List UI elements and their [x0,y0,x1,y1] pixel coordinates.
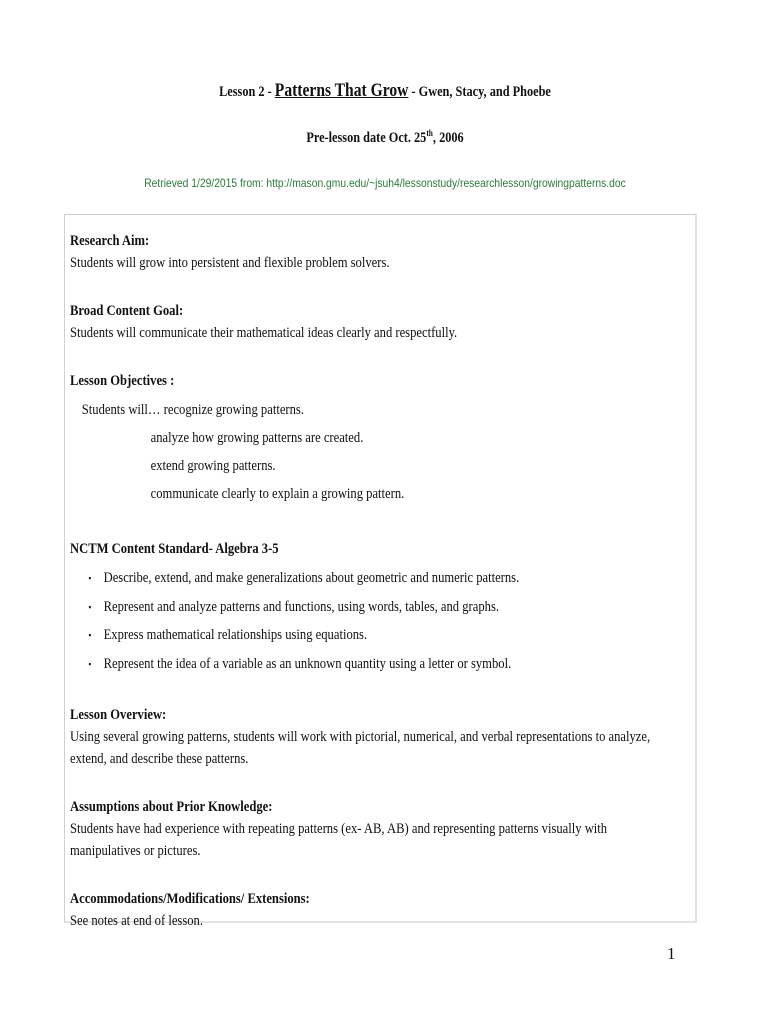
pre-lesson-date [69,128,700,147]
assumptions-heading: Assumptions about Prior Knowledge: [70,799,273,815]
list-item [88,564,674,593]
nctm-section [70,538,675,678]
accommodations-section [70,888,675,932]
list-item-text: Represent and analyze patterns and functions, using words, tables, and graphs. [103,598,500,615]
date-prefix: Pre-lesson date Oct. 25 [306,130,427,146]
overview-text: Using several growing patterns, students will work with pictorial, numerical, and verbal representations to analyze, extend, and describe these patterns. [70,729,651,767]
overview-section [70,704,675,770]
title-main: Patterns That Grow [274,80,409,101]
title-suffix: - Gwen, Stacy, and Phoebe [408,84,551,100]
accommodations-heading: Accommodations/Modifications/ Extensions: [70,891,310,907]
list-item-text: Express mathematical relationships using equations. [103,627,368,643]
list-item-text: Represent the idea of a variable as an unknown quantity using a letter or symbol. [103,655,512,672]
objective-item: communicate clearly to explain a growing pattern. [150,486,405,502]
bullet-icon: ▪ [88,630,92,640]
assumptions-section [70,796,675,862]
retrieved-source-line: Retrieved 1/29/2015 from: http://mason.gmu.edu/~jsuh4/lessonstudy/researchlesson/growingpatterns.doc [144,176,626,190]
title-prefix: Lesson 2 - [219,84,275,100]
research-aim-heading: Research Aim: [70,233,150,249]
list-item-text: Describe, extend, and make generalizations about geometric and numeric patterns. [103,570,520,586]
objective-item: Students will… recognize growing patterns. [81,402,304,418]
nctm-heading: NCTM Content Standard- Algebra 3-5 [70,541,279,557]
list-item [88,593,674,622]
lesson-content [70,230,675,958]
document-title [69,80,700,102]
broad-goal-heading: Broad Content Goal: [70,303,184,319]
objectives-heading: Lesson Objectives : [70,373,175,389]
date-suffix: , 2006 [432,130,464,146]
bullet-icon: ▪ [88,573,92,583]
page-number: 1 [667,944,676,963]
list-item [88,650,674,679]
broad-goal-text: Students will communicate their mathematical ideas clearly and respectfully. [70,325,458,341]
nctm-list [70,564,675,678]
research-aim-section [70,230,675,274]
research-aim-text: Students will grow into persistent and flexible problem solvers. [70,255,390,271]
accommodations-text: See notes at end of lesson. [70,913,203,929]
bullet-icon: ▪ [88,658,92,669]
bullet-icon: ▪ [88,601,92,612]
overview-heading: Lesson Overview: [70,707,167,723]
assumptions-text: Students have had experience with repeating patterns (ex- AB, AB) and representing patterns visually with manipulatives or pictures. [70,821,608,859]
lesson-box [64,214,697,929]
list-item [88,621,674,650]
date-superscript: th [426,128,433,138]
objective-item: analyze how growing patterns are created. [150,430,364,446]
objective-item: extend growing patterns. [150,458,276,474]
broad-goal-section [70,300,675,344]
objectives-section [70,370,675,508]
